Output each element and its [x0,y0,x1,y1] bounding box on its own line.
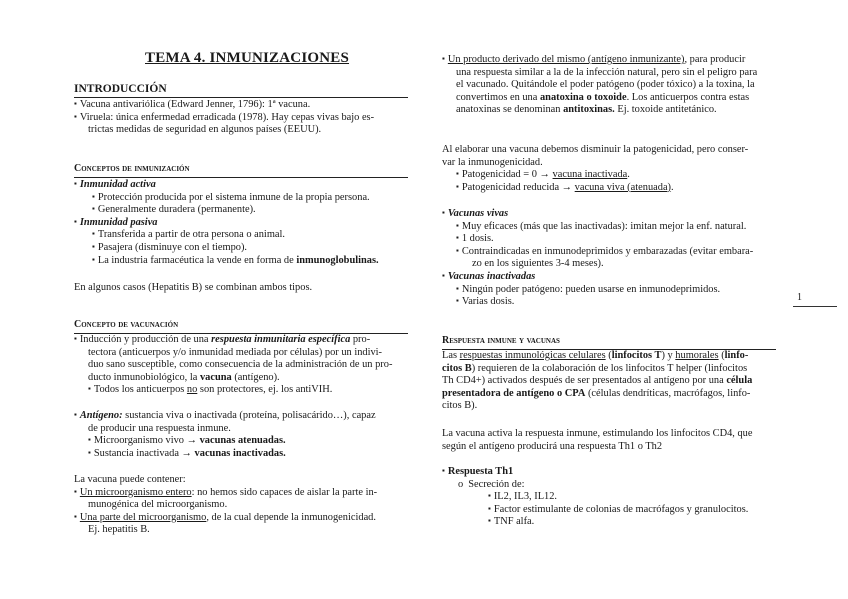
text-line [74,487,408,500]
contenido-block [74,474,408,537]
text-line: duo sano susceptible, como consecuencia de la administración de un pro- [88,359,393,371]
text-span: , para producir [684,54,746,65]
text-line [74,334,408,347]
text-line [88,448,286,459]
text-line: La vacuna activa la respuesta inmune, estimulando los linfocitos CD4, que [442,428,753,439]
text-line: tectora (anticuerpos y/o inmunidad mediada por células) por un indivi- [88,346,383,358]
vacunacion-block [74,334,408,397]
section-heading-respuesta: Respuesta inmune y vacunas [442,335,776,350]
text-line [442,92,776,105]
text-span: Inducción y producción de una [79,334,212,345]
text-span: antitoxinas. [563,104,615,116]
text-span: vacuna viva (atenuada) [574,181,672,193]
text-span: La industria farmacéutica la vende en forma de [97,254,297,266]
text-line [442,104,776,117]
text-span: Microorganismo vivo → [93,435,200,447]
list-item: ▪ Factor estimulante de colonias de macrófagos y granulocitos. [488,504,748,515]
text-span: (células dendríticas, macrófagos, linfo- [585,387,751,399]
text-span: respuestas inmunológicas celulares [459,350,606,361]
section-heading-intro: INTRODUCCIÓN [74,83,408,98]
text-line [74,410,408,423]
vacunas-inactivadas-label: ▪ Vacunas inactivadas [442,271,776,284]
text-span: : no hemos sido capaces de aislar la parte in- [191,486,378,498]
list-item: ▪ Muy eficaces (más que las inactivadas): imitan mejor la enf. natural. [456,221,746,232]
page-number-rule [793,306,837,307]
text-line [442,375,776,388]
text-span: Un producto derivado del mismo (antígeno inmunizante) [447,54,685,65]
text-span: sustancia viva o inactivada (proteína, polisacárido…), capaz [122,410,376,421]
text-line: según el antígeno producirá una respuesta Th1 o Th2 [442,440,663,452]
conceptos-block [74,179,408,267]
text-span: . [671,181,674,193]
text-span: vacunas atenuadas. [199,435,286,447]
list-item: ▪ 1 dosis. [456,233,494,244]
text-line [442,388,776,401]
text-span: inmunoglobulinas. [296,254,379,266]
inmunidad-pasiva-label: ▪ Inmunidad pasiva [74,217,408,230]
text-line [74,512,408,525]
text-span: vacuna inactivada [552,169,628,181]
patogenicidad-block [442,144,776,194]
list-item: ▪ Pasajera (disminuye con el tiempo). [92,242,247,253]
text-span: ) requieren de la colaboración de los linfocitos T helper (linfocitos [471,362,748,374]
activacion-block [442,428,776,453]
text-span: Sustancia inactivada → [93,447,195,459]
vacunas-vivas-label: ▪ Vacunas vivas [442,208,776,221]
text-span: linfo- [724,350,749,361]
antigeno-block [74,410,408,460]
circle-bullet-icon: o [458,478,464,490]
respuesta-block [442,350,776,413]
text-span: no [186,384,198,396]
vacunas-vivas-block [442,208,776,309]
text-line: de producir una respuesta inmune. [88,422,231,434]
conceptos-note: En algunos casos (Hepatitis B) se combinan ambos tipos. [74,282,313,293]
text-span: anatoxinas se denominan [456,104,564,116]
text-span: Th CD4+) activados después de ser presentados al antígeno por una [442,375,727,387]
intro-line: ▪ Viruela: única enfermedad erradicada (1978). Hay cepas vivas bajo es- [74,112,408,125]
text-span: Patogenicidad = 0 → [461,169,553,181]
text-line [88,435,286,446]
text-line [88,384,332,395]
text-line: munogénica del microorganismo. [88,499,228,511]
text-span: ) y [661,350,676,361]
th1-block [442,466,776,529]
th1-label: ▪ Respuesta Th1 [442,466,776,479]
text-span: Antígeno: [79,410,123,421]
text-span: linfocitos T [611,350,662,361]
list-item: zo en los siguientes 3-4 meses). [472,258,604,270]
text-line [456,182,674,193]
intro-block [74,99,408,137]
list-item: ▪ Varias dosis. [456,296,514,307]
list-item: ▪ Transferida a partir de otra persona o animal. [92,229,285,240]
text-span: ( [718,350,725,361]
list-item: ▪ IL2, IL3, IL12. [488,491,557,502]
text-span: Todos los anticuerpos [93,384,187,396]
text-span: (antígeno). [231,371,280,383]
intro-line: ▪ Vacuna antivariólica (Edward Jenner, 1796): 1ª vacuna. [74,99,408,112]
text-line: La vacuna puede contener: [74,474,186,485]
text-span: célula [726,375,753,387]
section-heading-conceptos: Conceptos de inmunización [74,163,408,178]
text-line [442,350,776,363]
list-item: ▪ Generalmente duradera (permanente). [92,204,256,215]
text-line: Al elaborar una vacuna debemos disminuir la patogenicidad, pero conser- [442,144,749,155]
text-line: citos B). [442,400,478,412]
text-span: . Los anticuerpos contra estas [626,91,750,103]
text-span: vacunas inactivadas. [194,447,286,459]
text-span: Secreción de: [468,478,525,490]
text-span: Una parte del microorganismo [79,511,207,523]
text-span: . [627,169,630,181]
text-line [442,54,776,67]
text-line: var la inmunogenicidad. [442,156,543,168]
producto-block [442,54,776,117]
section-heading-vacunacion: Concepto de vacunación [74,319,408,334]
text-span: citos B [442,362,472,374]
text-span: Las [442,350,460,361]
text-line: Ej. hepatitis B. [88,524,150,536]
page-title: TEMA 4. INMUNIZACIONES [145,50,350,66]
text-span: Patogenicidad reducida → [461,181,575,193]
text-span: humorales [675,350,719,361]
inmunidad-activa-label: ▪ Inmunidad activa [74,179,408,192]
text-span: Ej. toxoide antitetánico. [614,104,717,116]
text-line [442,363,776,376]
list-item: ▪ Contraindicadas en inmunodeprimidos y embarazadas (evitar embara- [456,246,753,257]
text-span: pro- [350,334,371,345]
text-span: , de la cual depende la inmunogenicidad. [206,511,376,523]
text-span: ducto inmunobiológico, la [88,371,200,383]
text-span: son protectores, ej. los antiVIH. [197,384,333,396]
text-span: convertimos en una [456,91,540,103]
list-item: ▪ Ningún poder patógeno: pueden usarse en inmunodeprimidos. [456,284,720,295]
text-span: respuesta inmunitaria específica [211,334,351,345]
text-span: Un microorganismo entero [79,486,192,498]
list-item: ▪ Protección producida por el sistema inmune de la propia persona. [92,192,370,203]
text-line [456,169,630,180]
text-span: anatoxina o toxoide [539,91,627,103]
intro-line: trictas medidas de seguridad en algunos países (EEUU). [88,124,322,136]
list-item [92,255,379,266]
text-line: una respuesta similar a la de la infección natural, pero sin el peligro para [456,66,758,78]
text-span: presentadora de antígeno o CPA [442,387,586,399]
text-line [442,479,776,492]
text-line [74,372,408,385]
text-line: el vacunado. Quitándole el poder patógeno (poder tóxico) a la toxina, la [456,79,755,91]
list-item: ▪ TNF alfa. [488,516,534,527]
page-number: 1 [797,292,802,303]
text-span: vacuna [199,371,232,383]
text-span: ( [605,350,612,361]
